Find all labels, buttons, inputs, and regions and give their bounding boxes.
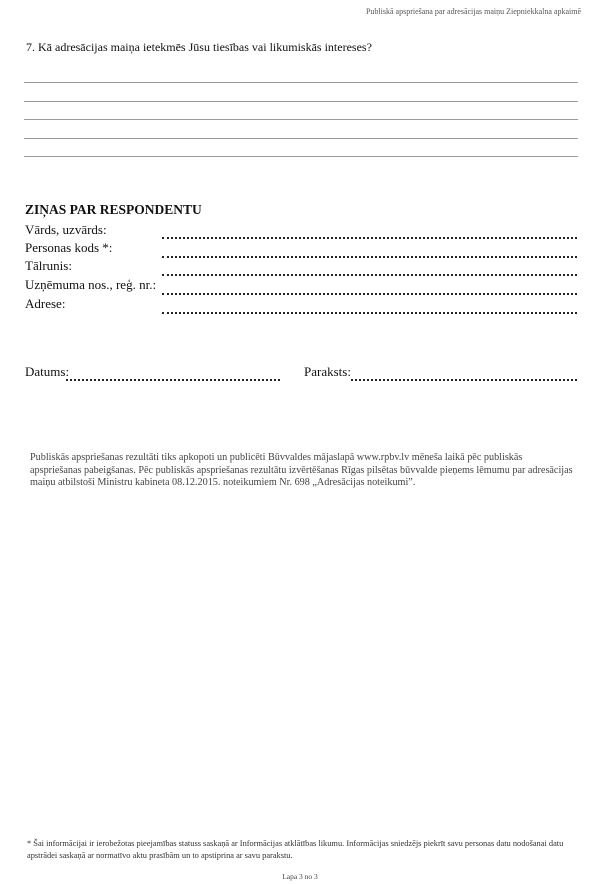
field-label-phone: Tālrunis: xyxy=(25,258,72,273)
field-label-personal-code: Personas kods *: xyxy=(25,240,113,255)
answer-area[interactable] xyxy=(24,82,578,175)
publication-notice: Publiskās apspriešanas rezultāti tiks apkopoti un publicēti Būvvaldes mājaslapā www.rpbv.lv mēneša laikā pēc publiskās apspriešanas pabeigšanas. Pēc publiskās apspriešanas rezultātu izvērtēšanas Rīgas pilsētas būvvalde pieņems lēmumu par adresācijas maiņu atbilstoši Ministru kabineta 08.12.2015. noteikumiem Nr. 698 „Adresācijas noteikumi”. xyxy=(30,452,573,488)
field-row-personal-code xyxy=(25,240,577,257)
field-row-phone xyxy=(25,258,577,275)
field-line-company[interactable] xyxy=(162,293,577,295)
signature-field[interactable] xyxy=(351,379,577,381)
privacy-footnote: * Šai informācijai ir ierobežotas pieejamības statuss saskaņā ar Informācijas atklātības likumu. Informācijas sniedzējs piekrīt savu personas datu nodošanai datu apstrādei saskaņā ar normatīvo aktu prasībām un to apstiprina ar savu parakstu. xyxy=(27,839,564,860)
answer-line[interactable] xyxy=(24,82,578,83)
signature-label: Paraksts: xyxy=(304,364,351,379)
field-row-company xyxy=(25,277,577,294)
date-field[interactable] xyxy=(66,379,280,381)
field-line-name[interactable] xyxy=(162,237,577,239)
document-header: Publiskā apspriešana par adresācijas maiņu Ziepniekkalna apkaimē xyxy=(365,7,581,16)
answer-line[interactable] xyxy=(24,138,578,139)
answer-line[interactable] xyxy=(24,119,578,120)
field-label-name: Vārds, uzvārds: xyxy=(25,222,107,237)
field-line-phone[interactable] xyxy=(162,274,577,276)
answer-line[interactable] xyxy=(24,156,578,157)
field-row-name xyxy=(25,222,577,239)
date-label: Datums: xyxy=(25,364,70,379)
field-row-address xyxy=(25,296,577,313)
page-number: Lapa 3 no 3 xyxy=(282,872,318,881)
field-line-address[interactable] xyxy=(162,312,577,314)
question-7-text: 7. Kā adresācijas maiņa ietekmēs Jūsu tiesības vai likumiskās intereses? xyxy=(26,40,372,54)
answer-line[interactable] xyxy=(24,101,578,102)
field-label-company: Uzņēmuma nos., reģ. nr.: xyxy=(25,277,157,292)
section-title-respondent: ZIŅAS PAR RESPONDENTU xyxy=(25,202,202,217)
field-label-address: Adrese: xyxy=(25,296,66,311)
